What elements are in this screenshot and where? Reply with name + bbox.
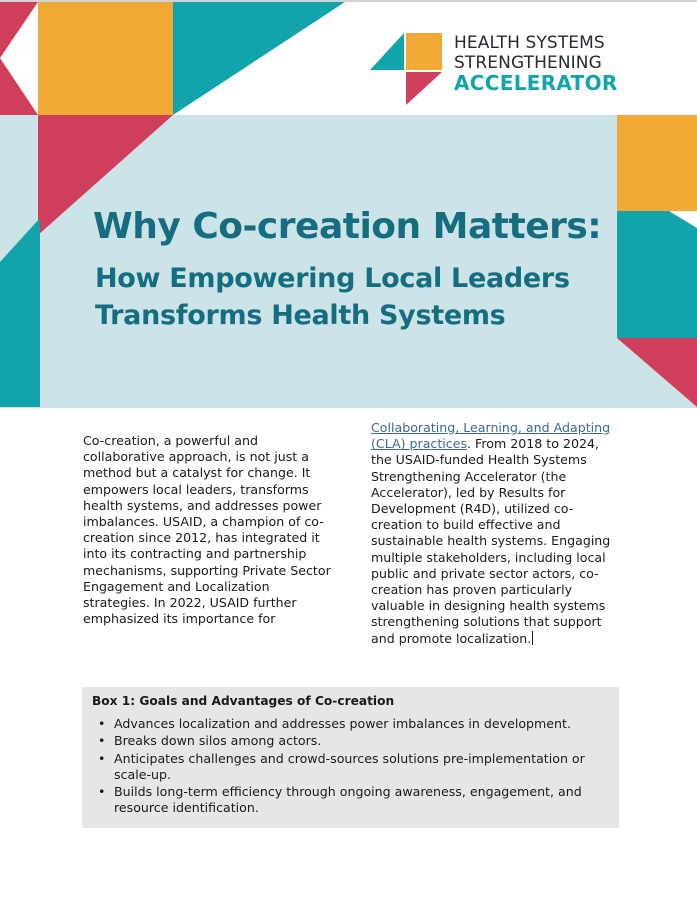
red-triangle-right [617,338,697,407]
accelerator-logo-icon [370,33,442,105]
list-item: • Anticipates challenges and crowd-sources solutions pre-implementation or scale-up. [98,750,585,782]
logo-line-1: HEALTH SYSTEMS [454,33,605,53]
teal-triangle-left-edge [0,218,40,407]
body-right-text: . From 2018 to 2024, the USAID-funded Health Systems Strengthening Accelerator (the Accelerator), led by Results for Development (R4D), utilized co-creation to build effective and sustainable health systems. Engaging multiple stakeholders, including local public and private sector actors, co-creation has proven particularly valuable in designing health systems strengthening solutions that support and promote localization. [371,436,611,646]
bullet-icon: • [98,716,106,731]
box-title: Box 1: Goals and Advantages of Co-creation [92,694,395,708]
bullet-icon: • [98,733,106,749]
teal-rect-right [617,211,697,338]
body-right-column [371,420,623,647]
page-subtitle: How Empowering Local Leaders Transforms Health Systems [95,263,570,331]
logo-wordmark [454,33,618,93]
teal-triangle-top [173,2,345,115]
page-title: Why Co-creation Matters: [93,206,602,247]
orange-square-top-left [38,2,173,115]
bullet-icon: • [98,784,106,800]
red-triangle-bottom-left [0,58,38,115]
logo-line-2: STRENGTHENING [454,53,602,73]
body-left-column: Co-creation, a powerful and collaborative approach, is not just a method but a catalyst for change. It empowers local leaders, transforms health systems, and addresses power imbalances. USAID, a champion of co-creation since 2012, has integrated it into its contracting and partnership mechanisms, supporting Private Sector Engagement and Localization strategies. In 2022, USAID further emphasized its importance for [83,433,331,627]
bullet-icon: • [98,750,106,766]
list-item: • Breaks down silos among actors. [98,733,322,749]
text-cursor [532,631,533,645]
orange-square-right [617,115,697,211]
cla-practices-link[interactable]: Collaborating, Learning, and Adapting (CLA) practices [371,420,611,452]
goals-list [92,716,607,817]
red-triangle-top-left [0,2,38,58]
goals-box [82,687,619,828]
logo-line-3: ACCELERATOR [454,71,618,95]
list-item: • Advances localization and addresses power imbalances in development. [98,716,571,731]
list-item: • Builds long-term efficiency through ongoing awareness, engagement, and resource identification. [98,784,582,816]
